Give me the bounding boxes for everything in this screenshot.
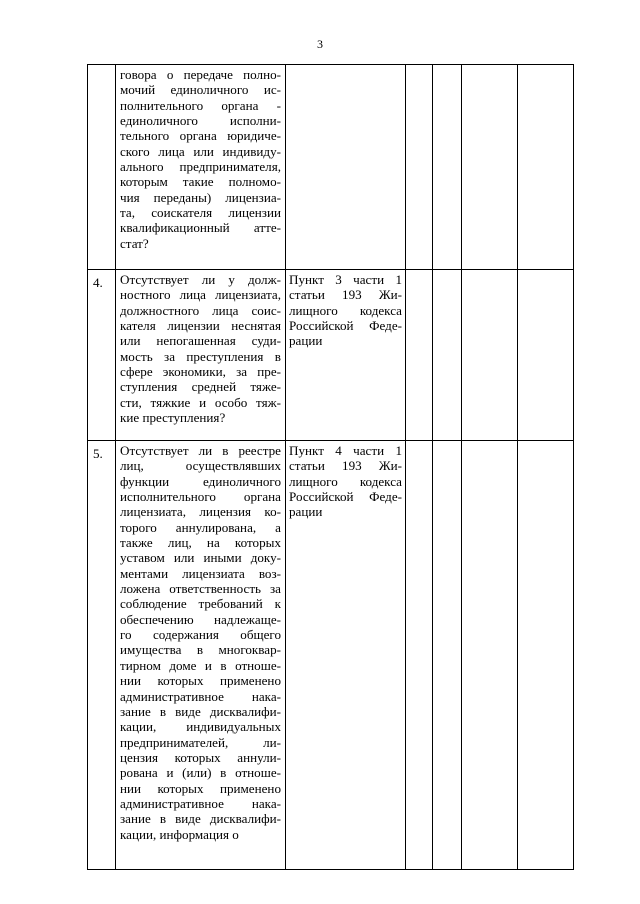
question-line: нии которых применено: [120, 673, 281, 689]
answer-cell-na: [462, 65, 518, 270]
question-cell: [116, 65, 286, 270]
answer-cell-na: [462, 441, 518, 870]
reference-line: Российской Феде-: [289, 489, 402, 505]
question-line: кации, индивидуальных: [120, 719, 281, 735]
question-line: рована и (или) в отноше-: [120, 765, 281, 781]
number-cell: [88, 270, 116, 441]
question-line: нии которых применено: [120, 780, 281, 796]
reference-cell: [286, 441, 406, 870]
answer-cell-yes: [406, 270, 433, 441]
question-line: также лиц, на которых: [120, 535, 281, 551]
reference-line: статьи 193 Жи-: [289, 458, 402, 474]
question-line: административное нака-: [120, 795, 281, 811]
question-line: которым такие полномо-: [120, 174, 281, 190]
answer-cell-no: [433, 270, 462, 441]
reference-line: статьи 193 Жи-: [289, 287, 402, 303]
question-line: квалификационный атте-: [120, 220, 281, 236]
question-line: зание в виде дисквалифи-: [120, 703, 281, 719]
answer-cell-no: [433, 441, 462, 870]
question-line: кие преступления?: [120, 410, 226, 426]
question-line: обеспечению надлежаще-: [120, 611, 281, 627]
table-row: [88, 441, 574, 870]
question-line: Отсутствует ли у долж-: [120, 272, 281, 287]
question-line: цензия которых аннули-: [120, 749, 281, 765]
question-line: ментами лицензиата воз-: [120, 565, 281, 581]
question-line: лицензиата, лицензия ко-: [120, 504, 281, 520]
question-line: сфере экономики, за пре-: [120, 364, 281, 380]
question-line: кации, информация о: [120, 826, 239, 842]
number-cell: [88, 65, 116, 270]
reference-line: рации: [289, 333, 323, 349]
question-line: мость за преступления в: [120, 348, 281, 364]
row-number: [88, 65, 115, 70]
question-line: или непогашенная суди-: [120, 333, 281, 349]
number-cell: [88, 441, 116, 870]
question-line: говора о передаче полно-: [120, 67, 281, 82]
question-line: та, соискателя лицензии: [120, 205, 281, 221]
question-line: ального предпринимателя,: [120, 159, 281, 175]
reference-line: Пункт 4 части 1: [289, 443, 402, 458]
question-line: ского лица или индивиду-: [120, 143, 281, 159]
row-number: 4.: [93, 275, 103, 290]
checklist-table: [87, 64, 574, 870]
answer-cell-yes: [406, 65, 433, 270]
question-line: торого аннулирована, а: [120, 519, 281, 535]
question-line: сти, тяжкие и особо тяж-: [120, 394, 281, 410]
question-line: единоличного исполни-: [120, 113, 281, 129]
reference-cell: [286, 65, 406, 270]
question-text: [116, 441, 285, 842]
question-line: мочий единоличного ис-: [120, 82, 281, 98]
question-line: го содержания общего: [120, 627, 281, 643]
reference-line: лищного кодекса: [289, 473, 402, 489]
notes-cell: [518, 441, 574, 870]
reference-text: [286, 65, 405, 67]
notes-cell: [518, 270, 574, 441]
page-number: 3: [317, 37, 323, 51]
question-line: имущества в многоквар-: [120, 642, 281, 658]
question-line: ступления средней тяже-: [120, 379, 281, 395]
question-line: административное нака-: [120, 688, 281, 704]
answer-cell-na: [462, 270, 518, 441]
answer-cell-yes: [406, 441, 433, 870]
reference-line: рации: [289, 504, 323, 520]
question-line: полнительного органа -: [120, 97, 281, 113]
question-line: предпринимателей, ли-: [120, 734, 281, 750]
question-line: исполнительного органа: [120, 489, 281, 505]
table-row: [88, 270, 574, 441]
reference-cell: [286, 270, 406, 441]
reference-text: [286, 441, 405, 520]
reference-line: Пункт 3 части 1: [289, 272, 402, 287]
table-row: [88, 65, 574, 270]
reference-line: лищного кодекса: [289, 302, 402, 318]
notes-cell: [518, 65, 574, 270]
question-line: лиц, осуществлявших: [120, 458, 281, 474]
question-cell: [116, 270, 286, 441]
question-line: ложена ответственность за: [120, 581, 281, 597]
row-number: 5.: [93, 446, 103, 461]
question-line: ностного лица лицензиата,: [120, 287, 281, 303]
reference-line: Российской Феде-: [289, 318, 402, 334]
question-line: тирном доме и в отноше-: [120, 657, 281, 673]
question-line: функции единоличного: [120, 473, 281, 489]
question-line: зание в виде дисквалифи-: [120, 811, 281, 827]
question-cell: [116, 441, 286, 870]
question-line: уставом или иными доку-: [120, 550, 281, 566]
question-line: должностного лица соис-: [120, 302, 281, 318]
question-text: [116, 65, 285, 251]
question-line: стат?: [120, 235, 149, 251]
question-line: соблюдение требований к: [120, 596, 281, 612]
reference-text: [286, 270, 405, 349]
question-line: тельного органа юридиче-: [120, 128, 281, 144]
question-line: Отсутствует ли в реестре: [120, 443, 281, 458]
answer-cell-no: [433, 65, 462, 270]
question-line: кателя лицензии неснятая: [120, 318, 281, 334]
question-text: [116, 270, 285, 425]
question-line: чия переданы) лицензиа-: [120, 189, 281, 205]
